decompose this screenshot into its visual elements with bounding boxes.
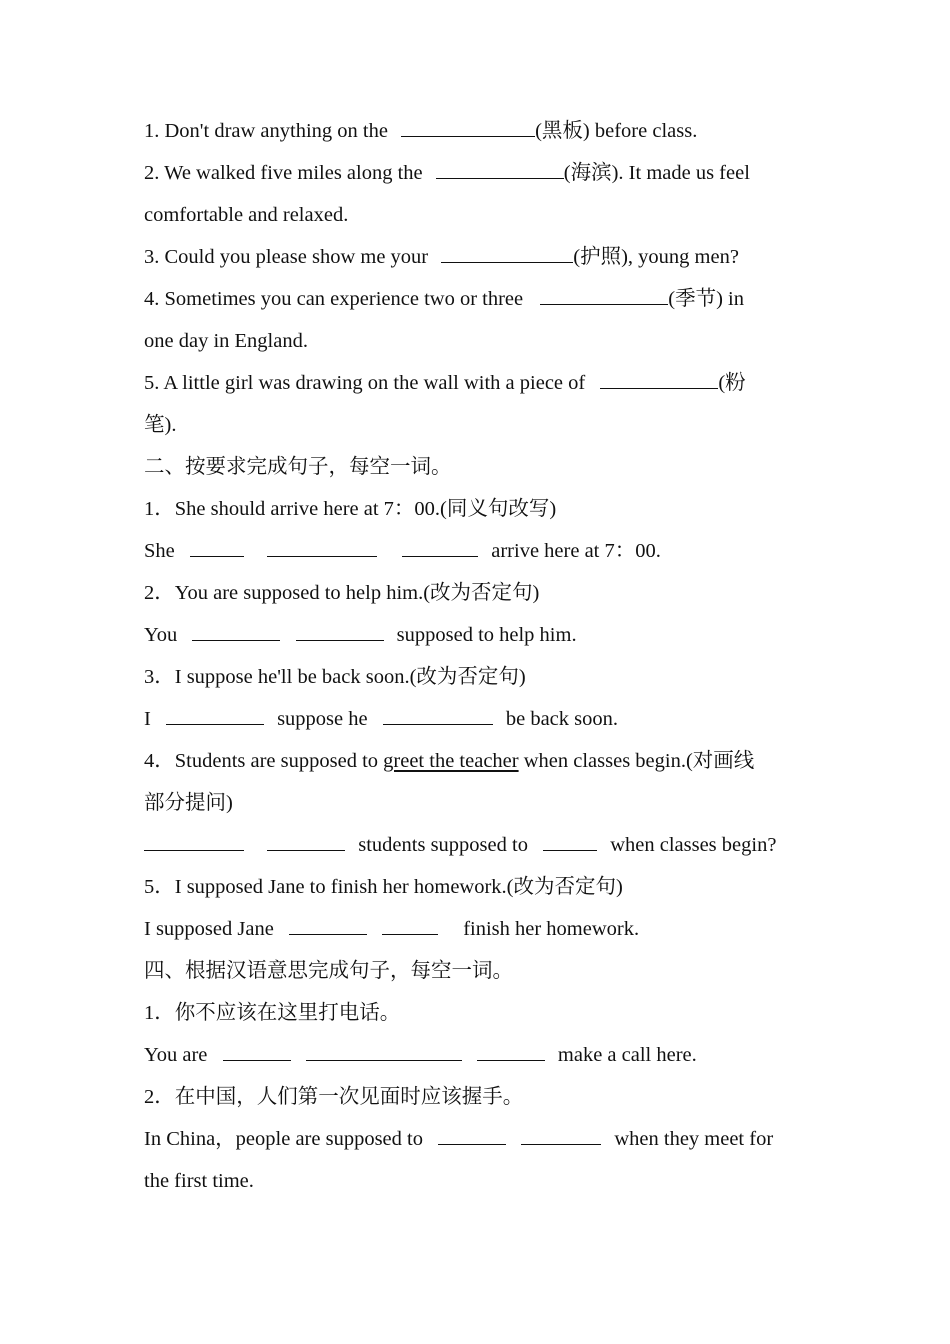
s2-q3-prompt: 3．I suppose he'll be back soon.(改为否定句): [144, 666, 526, 688]
section-4-heading: 四、根据汉语意思完成句子，每空一词。: [144, 960, 513, 982]
s1-item-2-hint: (海滨). It made us feel: [563, 162, 750, 184]
s4-q1-text-a: You are: [144, 1044, 208, 1066]
s2-q2-blank-2[interactable]: [296, 618, 384, 641]
s1-item-1-hint: (黑板) before class.: [535, 120, 698, 142]
s4-q1-blank-3[interactable]: [477, 1038, 545, 1061]
s2-q2-blank-1[interactable]: [192, 618, 280, 641]
s2-q1-answer: [144, 530, 808, 572]
s1-item-5-blank[interactable]: [600, 366, 718, 389]
s1-item-3-text: 3. Could you please show me your: [144, 246, 429, 268]
s2-q4-prompt-a: 4．Students are supposed to: [144, 750, 384, 772]
s2-q4-prompt-underlined: greet the teacher: [383, 750, 519, 772]
s2-q5-text-b: finish her homework.: [463, 918, 640, 940]
s2-q5-text-a: I supposed Jane: [144, 918, 274, 940]
s4-q1-answer: [144, 1034, 808, 1076]
s2-q1-blank-3[interactable]: [402, 534, 478, 557]
s2-q4-blank-2[interactable]: [267, 828, 345, 851]
s2-q1-blank-1[interactable]: [190, 534, 244, 557]
s1-item-2-text: 2. We walked five miles along the: [144, 162, 423, 184]
s2-q4-prompt-cont: 部分提问): [144, 792, 233, 814]
s4-q1-blank-2[interactable]: [306, 1038, 462, 1061]
s2-q4-text-b: when classes begin?: [610, 834, 777, 856]
s4-q2-cont: the first time.: [144, 1170, 254, 1192]
s2-q3-text-b: suppose he: [277, 708, 368, 730]
worksheet-content: [144, 110, 808, 1202]
s1-item-1-blank[interactable]: [401, 114, 535, 137]
section-2-heading: 二、按要求完成句子，每空一词。: [144, 456, 452, 478]
s2-q1-blank-2[interactable]: [267, 534, 377, 557]
s2-q4-prompt-b: when classes begin.(对画线: [518, 750, 755, 772]
s2-q5-prompt: 5．I supposed Jane to finish her homework.(改为否定句): [144, 876, 623, 898]
s2-q5-blank-1[interactable]: [289, 912, 367, 935]
s2-q5-blank-2[interactable]: [382, 912, 438, 935]
s1-item-2-blank[interactable]: [436, 156, 564, 179]
s2-q5-answer: [144, 908, 808, 950]
s1-item-3: [144, 236, 808, 278]
s2-q3-blank-2[interactable]: [383, 702, 493, 725]
s4-q1-text-b: make a call here.: [557, 1044, 697, 1066]
s2-q2-prompt: 2．You are supposed to help him.(改为否定句): [144, 582, 540, 604]
s2-q1-prompt: 1．She should arrive here at 7：00.(同义句改写): [144, 498, 557, 520]
s4-q2-answer: [144, 1118, 808, 1160]
s4-q1-blank-1[interactable]: [223, 1038, 291, 1061]
s1-item-2: [144, 152, 808, 194]
s4-q2-prompt: 2．在中国，人们第一次见面时应该握手。: [144, 1086, 524, 1108]
s2-q2-text-b: supposed to help him.: [396, 624, 577, 646]
s2-q3-text-c: be back soon.: [505, 708, 619, 730]
s4-q2-blank-1[interactable]: [438, 1122, 506, 1145]
s2-q1-text-a: She: [144, 540, 175, 562]
s1-item-4-hint: (季节) in: [668, 288, 744, 310]
s2-q3-answer: [144, 698, 808, 740]
s1-item-3-blank[interactable]: [441, 240, 573, 263]
s4-q2-text-a: In China，people are supposed to: [144, 1128, 423, 1150]
s2-q4-text-a: students supposed to: [358, 834, 528, 856]
s1-item-2-cont: comfortable and relaxed.: [144, 204, 349, 226]
s2-q3-blank-1[interactable]: [166, 702, 264, 725]
s1-item-4: [144, 278, 808, 320]
s2-q4-blank-3[interactable]: [543, 828, 597, 851]
s1-item-1-text: 1. Don't draw anything on the: [144, 120, 388, 142]
s1-item-5-text: 5. A little girl was drawing on the wall with a piece of: [144, 372, 586, 394]
s2-q3-text-a: I: [144, 708, 151, 730]
s2-q2-answer: [144, 614, 808, 656]
s2-q1-text-b: arrive here at 7：00.: [491, 540, 661, 562]
s2-q2-text-a: You: [144, 624, 178, 646]
s1-item-3-hint: (护照), young men?: [573, 246, 739, 268]
s4-q2-text-b: when they meet for: [614, 1128, 774, 1150]
s2-q4-blank-1[interactable]: [144, 828, 244, 851]
s1-item-5-hint: (粉: [718, 372, 746, 394]
s2-q4-answer: [144, 824, 808, 866]
s1-item-1: [144, 110, 808, 152]
s1-item-4-blank[interactable]: [540, 282, 668, 305]
s2-q4-prompt: [144, 740, 808, 782]
s1-item-5: [144, 362, 808, 404]
s1-item-4-text: 4. Sometimes you can experience two or three: [144, 288, 524, 310]
s4-q1-prompt: 1．你不应该在这里打电话。: [144, 1002, 401, 1024]
s1-item-5-cont: 笔).: [144, 414, 177, 436]
s4-q2-blank-2[interactable]: [521, 1122, 601, 1145]
s1-item-4-cont: one day in England.: [144, 330, 308, 352]
